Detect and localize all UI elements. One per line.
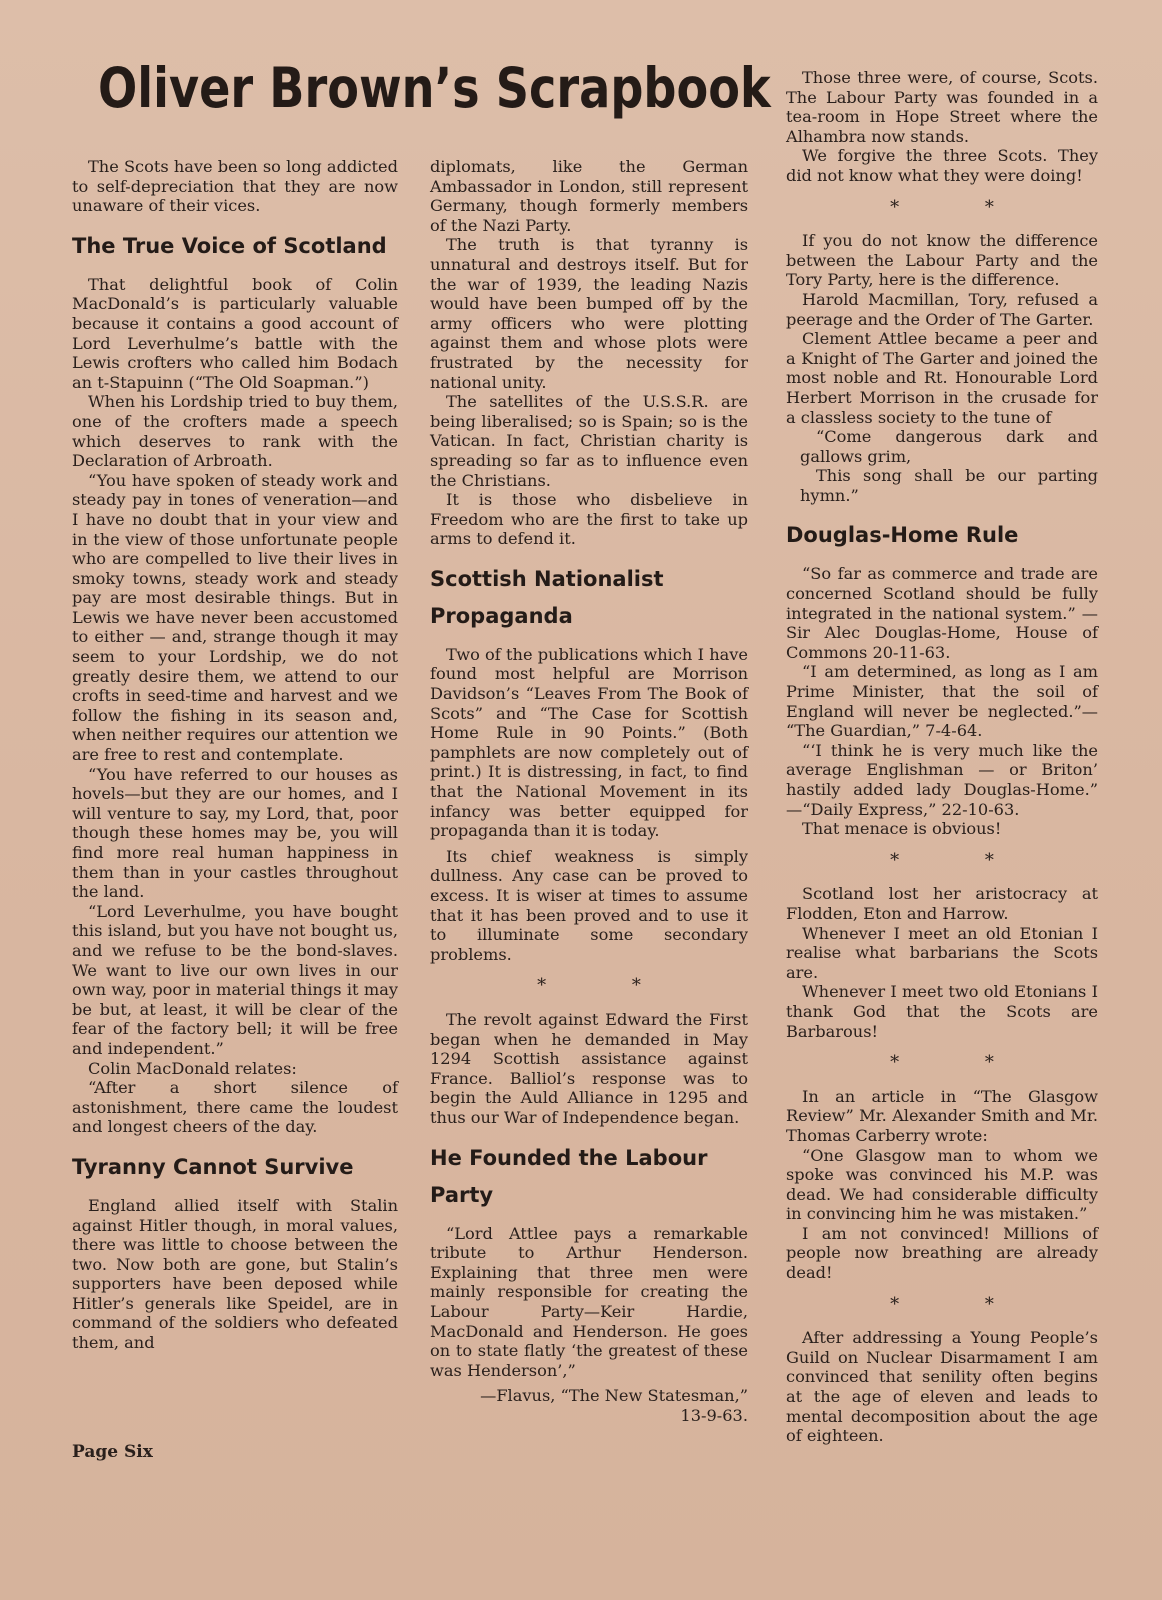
paragraph: “You have referred to our houses as hovels—but they are our homes, and I will venture to say, my Lord, that, poor though these homes may be, you will find more real human happiness in them than in your castles throughout the land. xyxy=(72,764,398,902)
column-3 xyxy=(786,68,1098,1446)
paragraph: If you do not know the difference between the Labour Party and the Tory Party, here is the difference. xyxy=(786,231,1098,290)
citation-date: 13-9-63. xyxy=(680,1405,748,1425)
paragraph: Its chief weakness is simply dullness. Any case can be proved to excess. It is wiser at times to assume that it has been proved and to use it to illuminate some secondary problems. xyxy=(430,846,748,964)
intro-paragraph: The Scots have been so long addicted to self-depreciation that they are now unaware of their vices. xyxy=(72,157,398,216)
heading-labour: He Founded the Labour Party xyxy=(430,1145,708,1207)
paragraph: When his Lordship tried to buy them, one of the crofters made a speech which deserves to rank with the Declaration of Arbroath. xyxy=(72,392,398,471)
paragraph: It is those who disbelieve in Freedom who are the first to take up arms to defend it. xyxy=(430,490,748,549)
paragraph: Colin MacDonald relates: xyxy=(88,1058,297,1078)
column-1 xyxy=(72,157,398,1353)
paragraph: diplomats, like the German Ambassador in London, still represent Germany, though formerly members of the Nazi Party. xyxy=(430,157,748,235)
paragraph: I am not convinced! Millions of people now breathing are already dead! xyxy=(786,1223,1098,1283)
heading-tyranny: Tyranny Cannot Survive xyxy=(72,1154,354,1179)
paragraph: “After a short silence of astonishment, there came the loudest and longest cheers of the day. xyxy=(72,1078,398,1137)
paragraph: “Lord Leverhulme, you have bought this island, but you have not bought us, and we refuse to be the bond-slaves. We want to live our own lives in our own way, poor in material things it may be but, at least, it will be clear of the fear of the factory bell; it will be free and independent.” xyxy=(72,901,398,1058)
paragraph: Whenever I meet two old Etonians I thank God that the Scots are Barbarous! xyxy=(786,982,1098,1041)
paragraph: England allied itself with Stalin against Hitler though, in moral values, there was little to choose between the two. Now both are gone, but Stalin’s supporters have been deposed while Hitler’s generals like Speidel, are in command of the soldiers who defeated them, and xyxy=(72,1195,398,1353)
section-divider-stars: * * xyxy=(890,849,1034,871)
heading-douglas-home: Douglas-Home Rule xyxy=(786,523,1019,548)
paragraph: That menace is obvious! xyxy=(802,819,1002,839)
paragraph: In an article in “The Glasgow Review” Mr. Alexander Smith and Mr. Thomas Carberry wrote: xyxy=(786,1086,1098,1145)
paragraph: Those three were, of course, Scots. The Labour Party was founded in a tea-room in Hope Street where the Alhambra now stands. xyxy=(786,68,1098,146)
paragraph: The truth is that tyranny is unnatural and destroys itself. But for the war of 1939, the leading Nazis would have been bumped off by the army officers who were plotting against them and whose plots were frustrated by the necessity for national unity. xyxy=(430,235,748,392)
paragraph: That delightful book of Colin MacDonald’s is particularly valuable because it contains a good account of Lord Leverhulme’s battle with the Lewis crofters who called him Bodach an t-Stapuinn (“The Old Soapman.”) xyxy=(72,274,398,392)
section-divider-stars: * * xyxy=(537,975,681,997)
heading-true-voice: The True Voice of Scotland xyxy=(72,233,387,258)
section-divider-stars: * * xyxy=(890,1052,1034,1074)
paragraph: Whenever I meet an old Etonian I realise what barbarians the Scots are. xyxy=(786,923,1098,982)
paragraph: The satellites of the U.S.S.R. are being liberalised; so is Spain; so is the Vatican. In fact, Christian charity is spreading so far as to influence even the Christians. xyxy=(430,392,748,490)
paragraph: Clement Attlee became a peer and a Knight of The Garter and joined the most noble and Rt. Honourable Lord Herbert Morrison in the crusade for a classless society to the tune of xyxy=(786,329,1098,427)
paragraph: “I am determined, as long as I am Prime Minister, that the soil of England will never be neglected.”— “The Guardian,” 7-4-64. xyxy=(786,662,1098,741)
verse-line: This song shall be our parting hymn.” xyxy=(800,466,1098,505)
paragraph: Two of the publications which I have found most helpful are Morrison Davidson’s “Leaves From The Book of Scots” and “The Case for Scottish Home Rule in 90 Points.” (Both pamphlets are now completely out of print.) It is distressing, in fact, to find that the National Movement in its infancy was better equipped for propaganda than it is today. xyxy=(430,644,748,841)
citation: —Flavus, “The New Statesman,” xyxy=(480,1386,748,1406)
paragraph: “Lord Attlee pays a remarkable tribute to Arthur Henderson. Explaining that three men were mainly responsible for creating the Labour Party—Keir Hardie, MacDonald and Henderson. He goes on to state flatly ‘the greatest of these was Henderson’,” xyxy=(430,1223,748,1380)
paragraph: The revolt against Edward the First began when he demanded in May 1294 Scottish assistance against France. Balliol’s response was to begin the Auld Alliance in 1295 and thus our War of Independence began. xyxy=(430,1009,748,1127)
paragraph: “So far as commerce and trade are concerned Scotland should be fully integrated in the national system.” — Sir Alec Douglas-Home, House of Commons 20-11-63. xyxy=(786,564,1098,662)
verse-line: “Come dangerous dark and gallows grim, xyxy=(800,427,1098,466)
paragraph: “You have spoken of steady work and steady pay in tones of veneration—and I have no doubt that in your view and in the view of those unfortunate people who are compelled to live their lives in smoky towns, steady work and steady pay are most desirable things. But in Lewis we have never been accustomed to either — and, strange though it may seem to your Lordship, we do not greatly desire them, we attend to our crofts in seed-time and harvest and we follow the fishing in its season and, when neither requires our attention we are free to rest and contemplate. xyxy=(72,470,398,765)
paragraph: Harold Macmillan, Tory, refused a peerage and the Order of The Garter. xyxy=(786,289,1098,329)
page-number: Page Six xyxy=(72,1442,153,1462)
paragraph: Scotland lost her aristocracy at Flodden, Eton and Harrow. xyxy=(786,884,1098,923)
column-2 xyxy=(430,157,748,1425)
section-divider-stars: * * xyxy=(890,1293,1034,1315)
heading-propaganda: Scottish Nationalist Propaganda xyxy=(430,566,664,628)
paragraph: “One Glasgow man to whom we spoke was convinced his M.P. was dead. We had considerable difficulty in convincing him he was mistaken.” xyxy=(786,1145,1098,1224)
paragraph: We forgive the three Scots. They did not know what they were doing! xyxy=(786,146,1098,185)
paragraph: “‘I think he is very much like the average Englishman — or Briton’ hastily added lady Douglas-Home.” —“Daily Express,” 22-10-63. xyxy=(786,740,1098,819)
section-divider-stars: * * xyxy=(890,196,1034,218)
paragraph: After addressing a Young People’s Guild on Nuclear Disarmament I am convinced that senility often begins at the age of eleven and leads to mental decomposition about the age of eighteen. xyxy=(786,1328,1098,1446)
page-title: Oliver Brown’s Scrapbook xyxy=(98,56,771,120)
